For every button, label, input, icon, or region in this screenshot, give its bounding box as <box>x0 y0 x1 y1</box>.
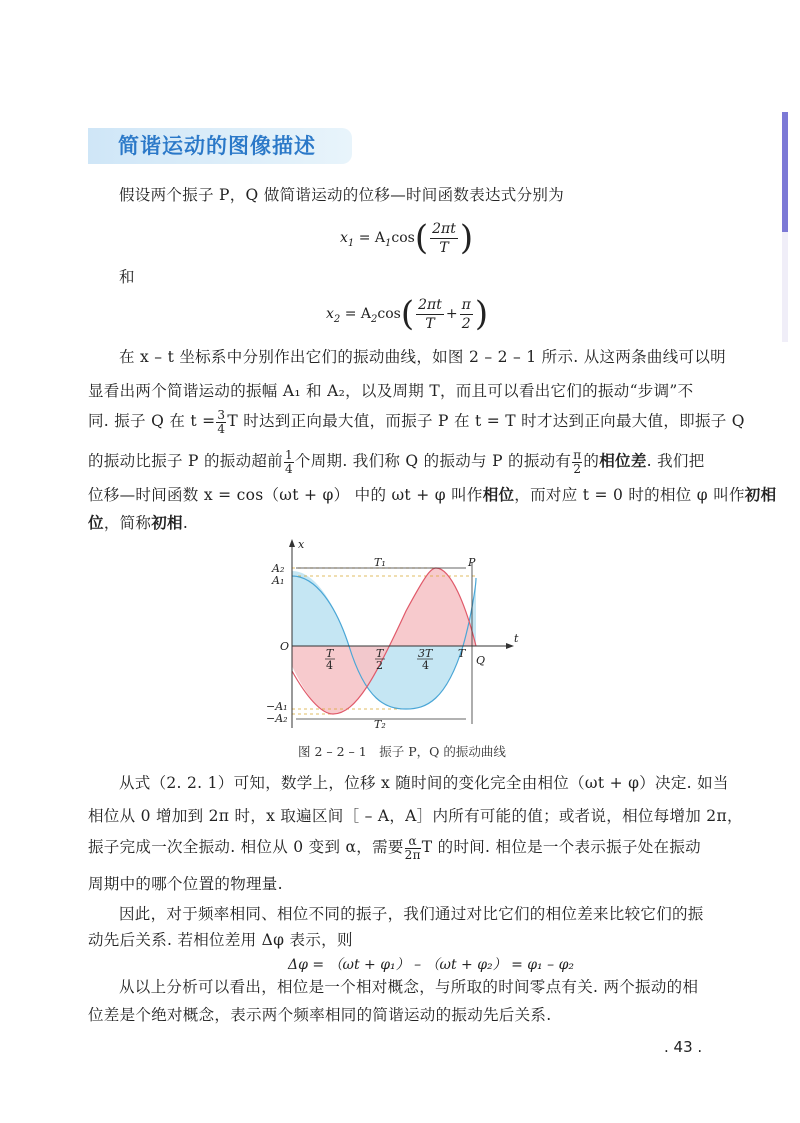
paragraph-compare-line1: 因此，对于频率相同、相位不同的振子，我们通过对比它们的相位差来比较它们的振 <box>119 905 704 923</box>
tick-t4-num: T <box>326 647 334 660</box>
tick-t4-den: 4 <box>326 659 333 672</box>
label-a1: A₁ <box>272 574 285 587</box>
paragraph-graph-desc-line5: 位移—时间函数 x = cos（ωt + φ） 中的 ωt + φ 叫作相位，而对应 t = 0 时的相位 φ 叫作初相 <box>88 486 777 504</box>
and-word: 和 <box>119 268 135 286</box>
paragraph-graph-desc-line6: 位，简称初相. <box>88 514 189 532</box>
label-t2: T₂ <box>374 718 386 731</box>
side-tab-divider <box>782 232 788 342</box>
paragraph-intro: 假设两个振子 P，Q 做简谐运动的位移—时间函数表达式分别为 <box>119 186 564 204</box>
paragraph-phase-line2: 相位从 0 增加到 2π 时，x 取遍区间［ – A，A］内所有可能的值；或者说，相位每增加 2π， <box>88 807 743 825</box>
axis-label-x: x <box>298 538 305 551</box>
vibration-curves-figure <box>266 536 536 732</box>
label-p: P <box>468 556 476 569</box>
paragraph-graph-desc-line1: 在 x – t 坐标系中分别作出它们的振动曲线，如图 2 – 2 – 1 所示. 从这两条曲线可以明 <box>119 348 726 366</box>
paragraph-graph-desc-line2: 显看出两个简谐运动的振幅 A₁ 和 A₂，以及周期 T，而且可以看出它们的振动“步调”不 <box>88 382 694 400</box>
paragraph-phase-line4: 周期中的哪个位置的物理量. <box>88 875 283 893</box>
equation-x1: $x_1 = A_1\cos$( $\frac{2\pi t}{T}$ ) <box>340 218 474 258</box>
label-q: Q <box>476 654 486 667</box>
paragraph-graph-desc-line4: 的振动比振子 P 的振动超前 $\frac{1}{4}$ 个周期. 我们称 Q 的振动与 P 的振动有 $\frac{\pi}{2}$ 的相位差. 我们把 <box>88 447 705 476</box>
axis-label-t: t <box>514 632 519 645</box>
figure-caption: 图 2 – 2 – 1 振子 P，Q 的振动曲线 <box>298 744 506 759</box>
tick-3t4-num: 3T <box>418 647 433 660</box>
label-neg-a2: −A₂ <box>266 712 288 725</box>
section-title: 简谐运动的图像描述 <box>118 134 316 158</box>
x-axis-arrow <box>289 539 295 547</box>
paragraph-phase-line1: 从式（2. 2. 1）可知，数学上，位移 x 随时间的变化完全由相位（ωt + φ）决定. 如当 <box>119 774 729 792</box>
paragraph-conclusion-line2: 位差是个绝对概念，表示两个频率相同的简谐运动的振动先后关系. <box>88 1006 552 1024</box>
t-axis-arrow <box>506 643 514 649</box>
tick-3t4-den: 4 <box>422 659 429 672</box>
paragraph-conclusion-line1: 从以上分析可以看出，相位是一个相对概念，与所取的时间零点有关. 两个振动的相 <box>119 978 699 996</box>
page-number: . 43 . <box>664 1038 703 1056</box>
paragraph-phase-line3: 振子完成一次全振动. 相位从 0 变到 α，需要 $\frac{\alpha}{2\pi}$ T 的时间. 相位是一个表示振子处在振动 <box>88 833 701 862</box>
side-tab-bar <box>782 112 788 232</box>
label-t1: T₁ <box>374 556 386 569</box>
origin-label: O <box>280 640 290 653</box>
equation-x2: $x_2 = A_2\cos$( $\frac{2\pi t}{T}$ + $\frac{\pi}{2}$ ) <box>326 294 489 334</box>
paragraph-graph-desc-line3: 同. 振子 Q 在 t = $\frac{3}{4}$ T 时达到正向最大值，而振子 P 在 t = T 时才达到正向最大值，即振子 Q <box>88 407 745 436</box>
tick-t: T <box>458 647 466 660</box>
tick-t2-den: 2 <box>376 659 383 672</box>
paragraph-compare-line2: 动先后关系. 若相位差用 Δφ 表示，则 <box>88 931 353 949</box>
label-a2: A₂ <box>272 562 285 575</box>
label-neg-a1: −A₁ <box>266 700 288 713</box>
tick-t2-num: T <box>376 647 384 660</box>
equation-phase-diff: Δφ = （ωt + φ₁） – （ωt + φ₂） = φ₁ – φ₂ <box>288 957 574 973</box>
